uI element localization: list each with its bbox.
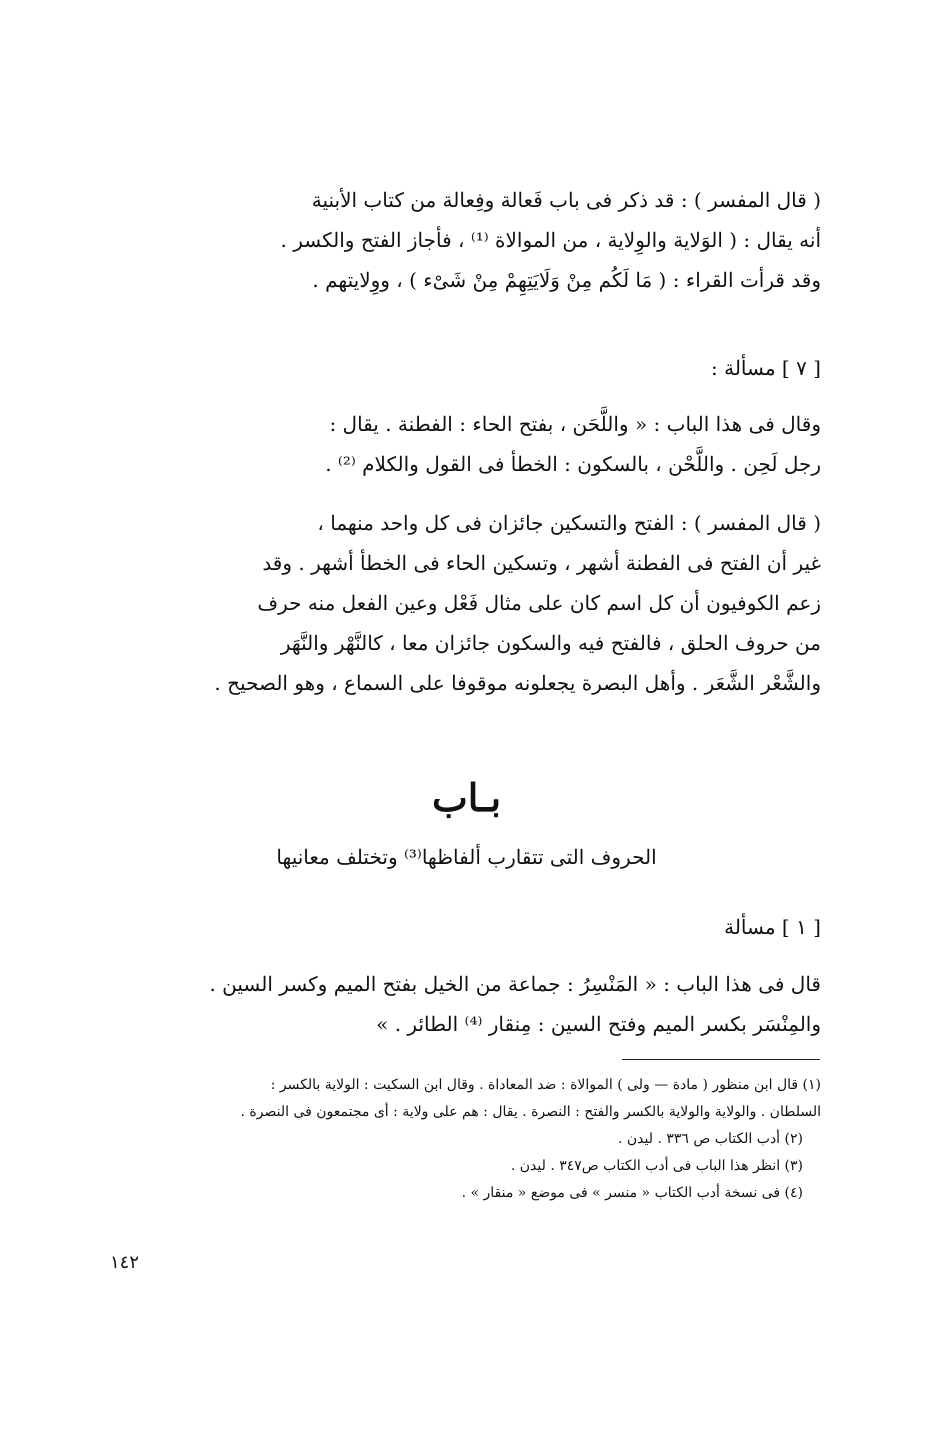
page-number: ١٤٢ (110, 1252, 140, 1273)
footnote-line: (٢) أدب الكتاب ص ٣٣٦ . ليدن . (618, 1131, 803, 1147)
paragraph-mufassir-2 (109, 503, 821, 703)
text-line: والمِنْسَر بكسر الميم وفتح السين : مِنقار ⁽⁴⁾ الطائر . » (376, 1012, 821, 1036)
footnote-line: (١) قال ابن منظور ( مادة — ولى ) الموالاة : ضد المعاداة . وقال ابن السكيت : الولاية بالكسر : (270, 1077, 821, 1093)
masala-1-heading: [ ١ ] مسألة (724, 915, 821, 939)
footnote-line: (٤) فى نسخة أدب الكتاب « منسر » فى موضع « منقار » . (461, 1185, 803, 1201)
text-line: وقد قرأت القراء : ( مَا لَكُم مِنْ وَلَايَتِهِمْ مِنْ شَىْء ) ، ووِلايتهم . (312, 268, 821, 292)
footnote-divider (622, 1059, 820, 1060)
text-line: زعم الكوفيون أن كل اسم كان على مثال فَعْل وعين الفعل منه حرف (257, 591, 821, 615)
footnote-line: السلطان . والولاية والولاية بالكسر والفتح : النصرة . يقال : هم على ولاية : أى مجتمعون فى النصرة . (240, 1104, 821, 1120)
footnote-line: (٣) انظر هذا الباب فى أدب الكتاب ص٣٤٧ . ليدن . (510, 1158, 803, 1174)
masala-7-heading: [ ٧ ] مسألة : (711, 356, 821, 380)
chapter-subtitle: الحروف التى تتقارب ألفاظها⁽³⁾ وتختلف معانيها (276, 845, 657, 869)
text-line: والشَّعْر الشَّعَر . وأهل البصرة يجعلونه موقوفا على السماع ، وهو الصحيح . (214, 671, 821, 695)
text-line: وقال فى هذا الباب : « واللَّحَن ، بفتح الحاء : الفطنة . يقال : (329, 412, 821, 436)
text-line: رجل لَحِن . واللَّحْن ، بالسكون : الخطأ فى القول والكلام ⁽²⁾ . (325, 452, 821, 476)
text-line: ( قال المفسر ) : قد ذكر فى باب فَعالة وفِعالة من كتاب الأبنية (311, 188, 821, 212)
text-line: من حروف الحلق ، فالفتح فيه والسكون جائزان معا ، كالنَّهْر والنَّهَر (280, 631, 821, 655)
text-line: ( قال المفسر ) : الفتح والتسكين جائزان فى كل واحد منهما ، (317, 511, 821, 535)
paragraph-lahn (109, 404, 821, 484)
footnotes (109, 1072, 821, 1207)
text-line: قال فى هذا الباب : « المَنْسِرُ : جماعة من الخيل بفتح الميم وكسر السين . (209, 972, 821, 996)
paragraph-mansir (109, 964, 821, 1044)
paragraph-mufassir-1 (109, 180, 821, 300)
text-line: أنه يقال : ( الوَلاية والوِلاية ، من الموالاة ⁽¹⁾ ، فأجاز الفتح والكسر . (280, 228, 821, 252)
text-line: غير أن الفتح فى الفطنة أشهر ، وتسكين الحاء فى الخطأ أشهر . وقد (262, 551, 821, 575)
chapter-title: بـاب (431, 775, 502, 820)
